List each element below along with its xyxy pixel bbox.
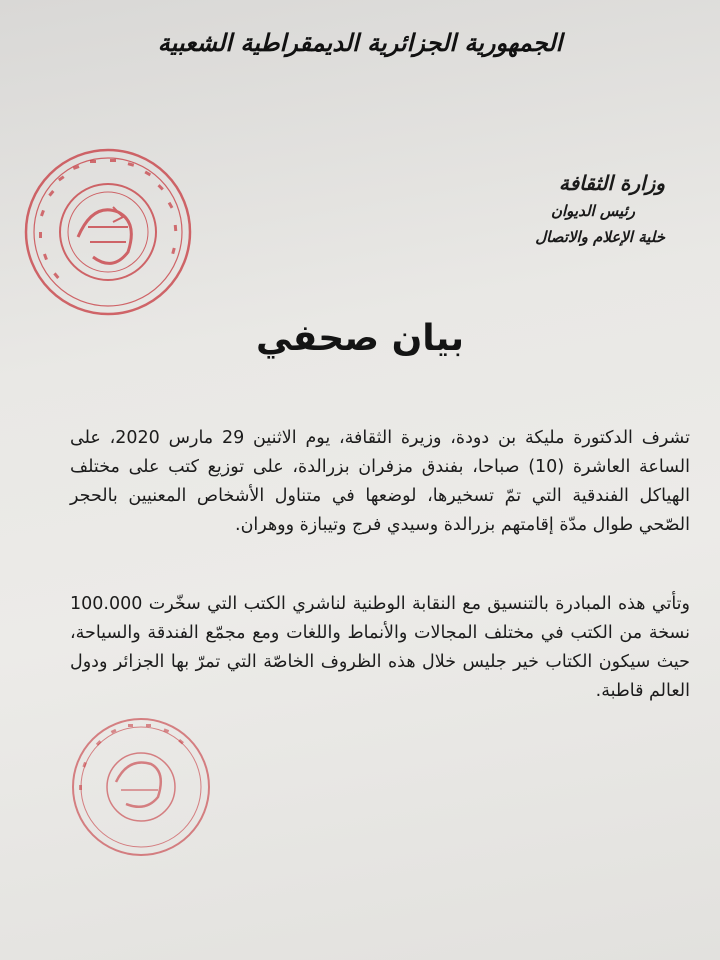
official-stamp-icon (18, 142, 198, 322)
paragraph-1: تشرف الدكتورة مليكة بن دودة، وزيرة الثقافة، يوم الاثنين 29 مارس 2020، على الساعة العاشرة (10) صباحا، بفندق مزفران بزرالدة، على توزيع كتب على مختلف الهياكل الفندقية التي تمّ تسخيرها، لوضعها في متناول الأشخاص المعنيين بالحجر الصّحي طوال مدّة إقامتهم بزرالدة وسيدي فرج وتيبازة ووهران. (70, 428, 690, 535)
media-cell-line: خلية الإعلام والاتصال (535, 228, 665, 246)
chief-of-staff-line: رئيس الديوان (550, 202, 635, 220)
issuer-block (445, 168, 665, 250)
paragraph-2: وتأتي هذه المبادرة بالتنسيق مع النقابة الوطنية لناشري الكتب التي سخّرت 100.000 نسخة من الكتب في مختلف المجالات والأنماط واللغات ومع مجمّع الفندقة والسياحة، حيث سيكون الكتاب خير جليس خلال هذه الظروف الخاصّة التي تمرّ بها الجزائر ودول العالم قاطبة. (70, 594, 690, 701)
ministry-seal-icon (66, 712, 216, 862)
ministry-name: وزارة الثقافة (558, 171, 665, 195)
press-release-title: بيان صحفي (255, 318, 465, 359)
republic-header: الجمهورية الجزائرية الديمقراطية الشعبية (157, 28, 563, 57)
